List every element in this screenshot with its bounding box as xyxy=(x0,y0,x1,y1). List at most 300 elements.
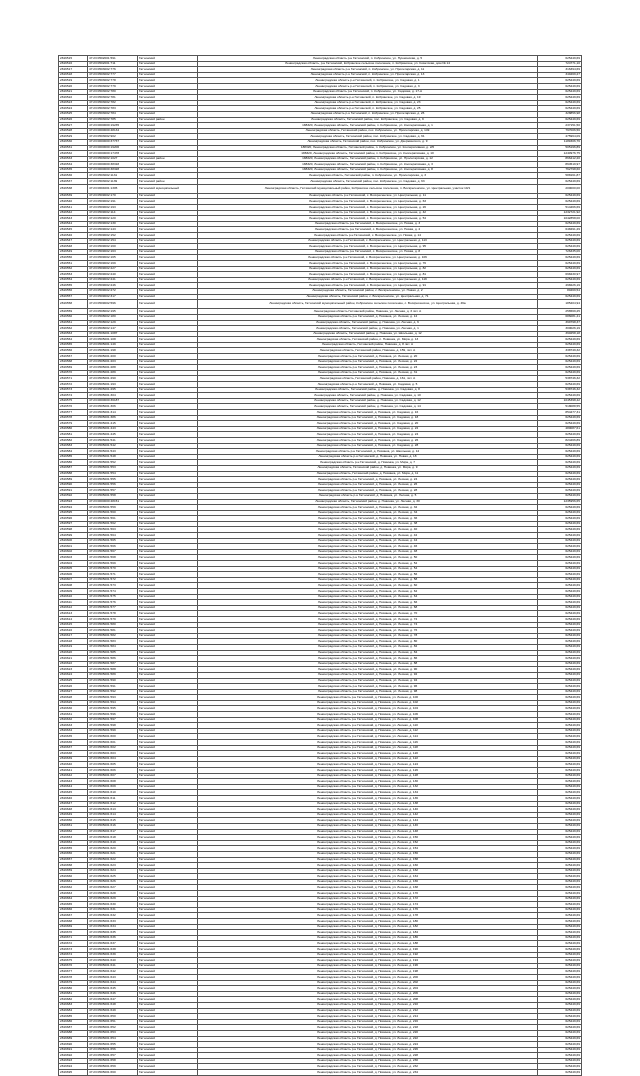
row-number-cell: 2816578 xyxy=(59,415,88,421)
district-cell: Гатчинский xyxy=(138,426,198,432)
address-cell: Ленинградская область р-н Гатчинский, п. Кобринское, ул. Пролетарская, д. 26 xyxy=(198,111,538,117)
cadastral-number-cell: 47:23:0505001:641 xyxy=(88,963,138,969)
row-number-cell: 2816557 xyxy=(59,294,88,300)
address-cell: Ленинградская область р-н Гатчинский, д. Новинка, ул. Лесная, д. 86 xyxy=(198,656,538,662)
row-number-cell: 2816630 xyxy=(59,706,88,712)
cadastral-number-cell: 47:23:0503002:779 xyxy=(88,83,138,89)
cadastral-value-cell: 625449,69 xyxy=(538,572,582,578)
cadastral-value-cell: 625449,69 xyxy=(538,1008,582,1014)
cadastral-number-cell: 47:23:0505001:575 xyxy=(88,594,138,600)
district-cell: Гатчинский xyxy=(138,958,198,964)
address-cell: Ленинградская область р-н Гатчинский, д. Новинка, ул. Лесная, д. 52 xyxy=(198,561,538,567)
row-number-cell: 2816582 xyxy=(59,437,88,443)
row-number-cell: 2816606 xyxy=(59,572,88,578)
district-cell: Гатчинский xyxy=(138,583,198,589)
address-cell: Ленинградская область р-н Гатчинский, д. Новинка, ул. Новая, д. 18 xyxy=(198,454,538,460)
cadastral-number-cell: 47:23:0505001:553 xyxy=(88,465,138,471)
address-cell: Ленинградская область р-н Гатчинский, д. Новинка, ул. Лесная, д. 220 xyxy=(198,1030,538,1036)
cadastral-value-cell: 514466,69 xyxy=(538,205,582,211)
address-cell: Ленинградская область р-н Гатчинский, с. Воскресенское, ул. Новая, д. 3 xyxy=(198,221,538,227)
cadastral-value-cell: 625449,69 xyxy=(538,684,582,690)
cadastral-number-cell: 47:23:0000000:36187 xyxy=(88,398,138,404)
cadastral-value-cell: 625449,69 xyxy=(538,179,582,185)
row-number-cell: 2816648 xyxy=(59,807,88,813)
cadastral-number-cell: 47:23:0509002:193 xyxy=(88,205,138,211)
district-cell: Гатчинский xyxy=(138,723,198,729)
district-cell: Гатчинский xyxy=(138,790,198,796)
cadastral-value-cell: 625449,69 xyxy=(538,594,582,600)
cadastral-value-cell: 625449,69 xyxy=(538,896,582,902)
cadastral-number-cell: 47:23:0509002:241 xyxy=(88,277,138,283)
cadastral-number-cell: 47:23:0509002:272 xyxy=(88,288,138,294)
district-cell: Гатчинский xyxy=(138,294,198,300)
cadastral-number-cell: 47:23:0505001:541 xyxy=(88,437,138,443)
cadastral-value-cell: 625449,69 xyxy=(538,712,582,718)
cadastral-value-cell: 625449,69 xyxy=(538,432,582,438)
address-cell: Ленинградская область р-н Гатчинский, д. Новинка, ул. Лесная, д. 68 xyxy=(198,605,538,611)
cadastral-number-cell: 47:23:0508002:147 xyxy=(88,326,138,332)
cadastral-number-cell: 47:23:0000000:19235 xyxy=(88,123,138,129)
district-cell: Гатчинский xyxy=(138,78,198,84)
cadastral-value-cell: 625449,69 xyxy=(538,628,582,634)
district-cell: Гатчинский xyxy=(138,594,198,600)
cadastral-value-cell: 625449,69 xyxy=(538,913,582,919)
address-cell: Ленинградская область р-н Гатчинский, д. Новинка, ул. Лесная, д. 210 xyxy=(198,1002,538,1008)
district-cell: Гатчинский xyxy=(138,437,198,443)
cadastral-value-cell: 625449,69 xyxy=(538,795,582,801)
cadastral-value-cell: 625449,69 xyxy=(538,969,582,975)
district-cell: Гатчинский xyxy=(138,717,198,723)
address-cell: Ленинградская область р-н Гатчинский, д. Новинка, ул. Лесная, д. 140 xyxy=(198,807,538,813)
cadastral-value-cell: 625449,69 xyxy=(538,745,582,751)
cadastral-value-cell: 625449,69 xyxy=(538,260,582,266)
cadastral-number-cell: 47:23:0505001:561 xyxy=(88,516,138,522)
cadastral-value-cell: 625449,69 xyxy=(538,650,582,656)
cadastral-number-cell: 47:23:0505001:593 xyxy=(88,695,138,701)
cadastral-number-cell: 47:23:0505001:644 xyxy=(88,980,138,986)
row-number-cell: 2816556 xyxy=(59,288,88,294)
cadastral-number-cell: 47:23:0505001:634 xyxy=(88,924,138,930)
cadastral-value-cell: 349469,27 xyxy=(538,72,582,78)
address-cell: Ленинградская область р-н Гатчинский, д. Новинка, ул. Лесная, д. 218 xyxy=(198,1025,538,1031)
cadastral-value-cell: 648491,29 xyxy=(538,227,582,233)
address-cell: Ленинградская область р-н Гатчинский, с. Воскресенское, ул. Центральная, д. 106 xyxy=(198,255,538,261)
row-number-cell: 2816567 xyxy=(59,354,88,360)
address-cell: Ленинградская область р-н Гатчинский, д. Новинка, ул. Лесная, д. 196 xyxy=(198,963,538,969)
row-number-cell: 2816563 xyxy=(59,331,88,337)
district-cell: Гатчинский xyxy=(138,891,198,897)
cadastral-number-cell: 47:23:0505001:635 xyxy=(88,930,138,936)
district-cell: Гатчинский xyxy=(138,167,198,173)
cadastral-value-cell: 625449,69 xyxy=(538,991,582,997)
address-cell: Ленинградская область р-н Гатчинский, д. Новинка, ул. Лесная, д. 186 xyxy=(198,935,538,941)
district-cell: Гатчинский xyxy=(138,376,198,382)
district-cell: Гатчинский xyxy=(138,740,198,746)
row-number-cell: 2816678 xyxy=(59,974,88,980)
cadastral-number-cell: 47:23:0505001:445 xyxy=(88,432,138,438)
row-number-cell: 2816579 xyxy=(59,421,88,427)
cadastral-value-cell: 625449,69 xyxy=(538,238,582,244)
cadastral-value-cell: 625449,69 xyxy=(538,1030,582,1036)
cadastral-value-cell: 625449,69 xyxy=(538,370,582,376)
data-table xyxy=(58,55,582,1076)
cadastral-number-cell: 47:23:0505001:548 xyxy=(88,454,138,460)
row-number-cell: 2816688 xyxy=(59,1030,88,1036)
district-cell: Гатчинский xyxy=(138,616,198,622)
address-cell: Ленинградская область р-н Гатчинский, с. Воскресенское, ул. Центральная, д. 91 xyxy=(198,283,538,289)
cadastral-number-cell: 47:23:0503002:778 xyxy=(88,78,138,84)
address-cell: Ленинградская область р-н Гатчинский, д. Новинка, ул. Лесная, д. 232 xyxy=(198,1064,538,1070)
row-number-cell: 2816586 xyxy=(59,460,88,466)
district-cell: Гатчинский xyxy=(138,320,198,326)
row-number-cell: 2816553 xyxy=(59,272,88,278)
address-cell: Ленинградская область р-н Гатчинский, д. Новинка, ул. Лесная, д. 214 xyxy=(198,1014,538,1020)
cadastral-value-cell: 625449,69 xyxy=(538,600,582,606)
address-cell: Ленинградская область р-н Гатчинский, д. Новинка, ул. Лесная, д. 74 xyxy=(198,622,538,628)
cadastral-value-cell: 625449,69 xyxy=(538,454,582,460)
cadastral-number-cell: 47:23:0505001:314 xyxy=(88,410,138,416)
district-cell: Гатчинский xyxy=(138,300,198,309)
cadastral-number-cell: 47:23:0505001:583 xyxy=(88,639,138,645)
address-cell: Ленинградская область р-н Гатчинский, д. Новинка, ул. Садовая, д. 28 xyxy=(198,443,538,449)
district-cell: Гатчинский xyxy=(138,919,198,925)
address-cell: Ленинградская область р-н Гатчинский, д. Новинка, ул. Лесная, д. 204 xyxy=(198,986,538,992)
district-cell: Гатчинский xyxy=(138,314,198,320)
address-cell: Ленинградская область р-н Гатчинский, д. Новинка, ул. Лесная, д. 48 xyxy=(198,549,538,555)
cadastral-value-cell: 625449,69 xyxy=(538,963,582,969)
district-cell: Гатчинский xyxy=(138,561,198,567)
cadastral-number-cell: 47:23:0505001:616 xyxy=(88,823,138,829)
district-cell: Гатчинский xyxy=(138,56,198,62)
row-number-cell: 2816592 xyxy=(59,493,88,499)
row-number-cell: 2816636 xyxy=(59,740,88,746)
row-number-cell: 2816529 xyxy=(59,134,88,140)
row-number-cell: 2816613 xyxy=(59,611,88,617)
district-cell: Гатчинский xyxy=(138,851,198,857)
address-cell: 188320, Ленинградская область, Гатчинский район, п. Кобринское, ул. Кооперативная, д. 2/6 xyxy=(198,145,538,151)
cadastral-number-cell: 47:23:0000000:37737 xyxy=(88,139,138,145)
cadastral-number-cell: 47:23:0505001:655 xyxy=(88,1042,138,1048)
cadastral-value-cell: 625449,69 xyxy=(538,193,582,199)
cadastral-value-cell: 625449,69 xyxy=(538,678,582,684)
address-cell: Ленинградская область р-н Гатчинский, д. Новинка, ул. Лесная, д. 130 xyxy=(198,779,538,785)
district-cell: Гатчинский xyxy=(138,823,198,829)
row-number-cell: 2816526 xyxy=(59,117,88,123)
address-cell: Ленинградская область р-н Гатчинский, с. Воскресенское, ул. Центральная, д. 113 xyxy=(198,238,538,244)
district-cell: Гатчинский xyxy=(138,255,198,261)
district-cell: Гатчинский xyxy=(138,151,198,157)
cadastral-number-cell: 47:23:0505001:193 xyxy=(88,382,138,388)
cadastral-number-cell: 47:23:0509002:154 xyxy=(88,238,138,244)
district-cell: Гатчинский xyxy=(138,193,198,199)
district-cell: Гатчинский xyxy=(138,812,198,818)
row-number-cell: 2816576 xyxy=(59,404,88,410)
address-cell: Ленинградская область р-н Гатчинский, д. Новинка, ул. Лесная, д. 50 xyxy=(198,555,538,561)
district-cell: Гатчинский район xyxy=(138,156,198,162)
row-number-cell: 2816625 xyxy=(59,678,88,684)
cadastral-value-cell: 625449,69 xyxy=(538,622,582,628)
district-cell: Гатчинский xyxy=(138,672,198,678)
district-cell: Гатчинский xyxy=(138,173,198,179)
address-cell: Ленинградская область р-н Гатчинский, п. Кобринское, ул. Садовая, д. 3 xyxy=(198,83,538,89)
cadastral-value-cell: 686081,41 xyxy=(538,314,582,320)
address-cell: Ленинградская область р-н Гатчинский, д. Новинка, ул. Лесная, д. 162 xyxy=(198,868,538,874)
cadastral-number-cell: 47:23:0505001:657 xyxy=(88,1053,138,1059)
district-cell: Гатчинский xyxy=(138,577,198,583)
district-cell: Гатчинский xyxy=(138,969,198,975)
cadastral-value-cell: 625449,69 xyxy=(538,930,582,936)
row-number-cell: 2816653 xyxy=(59,835,88,841)
cadastral-value-cell: 625449,69 xyxy=(538,997,582,1003)
row-number-cell: 2816612 xyxy=(59,605,88,611)
cadastral-value-cell: 625449,69 xyxy=(538,840,582,846)
district-cell: Гатчинский xyxy=(138,1058,198,1064)
cadastral-number-cell: 47:23:0509002:160 xyxy=(88,244,138,250)
district-cell: Гатчинский xyxy=(138,516,198,522)
district-cell: Гатчинский xyxy=(138,1008,198,1014)
address-cell: Ленинградская область р-н Гатчинский, п. Кобринское, ул. Пролетарская, д. 11 xyxy=(198,67,538,73)
address-cell: Ленинградская область, Гатчинский муниципальный район, Кобринское сельское поселение, п. Воскресенское, ул. Центральная, участок 10/1 xyxy=(198,184,538,193)
cadastral-number-cell: 47:23:0505001:559 xyxy=(88,505,138,511)
row-number-cell: 2816599 xyxy=(59,533,88,539)
cadastral-value-cell: 1189306,76 xyxy=(538,139,582,145)
address-cell: Ленинградская область р-н Гатчинский, д. Новинка, ул. Садовая, д. 24 xyxy=(198,432,538,438)
district-cell: Гатчинский xyxy=(138,1053,198,1059)
cadastral-number-cell: 47:23:0505001:542 xyxy=(88,443,138,449)
cadastral-value-cell: 625449,69 xyxy=(538,527,582,533)
row-number-cell: 2816691 xyxy=(59,1047,88,1053)
address-cell: Ленинградская область р-н Гатчинский, д. Новинка, ул. Лесная, д. 152 xyxy=(198,840,538,846)
address-cell: Ленинградская область р-н Гатчинский, д. Новинка, ул. Лесная, д. 80 xyxy=(198,639,538,645)
address-cell: Ленинградская область р-н Гатчинский, д. Новинка, ул. Лесная, д. 176 xyxy=(198,907,538,913)
address-cell: Ленинградская область, Гатчинский район, д. Новинка, ул. Садовая, д. 8 xyxy=(198,387,538,393)
cadastral-value-cell: 625449,69 xyxy=(538,1036,582,1042)
address-cell: Ленинградская область р-н Гатчинский, д. Новинка, ул. Лесная, д. 100 xyxy=(198,695,538,701)
address-cell: Ленинградская область р-н Гатчинский, д. Новинка, ул. Лесная, д. 20 xyxy=(198,354,538,360)
district-cell: Гатчинский xyxy=(138,1002,198,1008)
district-cell: Гатчинский xyxy=(138,83,198,89)
address-cell: Ленинградская область р-н Гатчинский, д. Новинка, ул. Лесная, д. 138 xyxy=(198,801,538,807)
address-cell: Ленинградская область р-н Гатчинский, д. Новинка, ул. Садовая, д. 5 xyxy=(198,382,538,388)
address-cell: Ленинградская область р-н Гатчинский, д. Новинка, ул. Лесная, д. 98 xyxy=(198,689,538,695)
address-cell: Ленинградская область р-н Гатчинский, д. Новинка, ул. Лесная, д. 158 xyxy=(198,857,538,863)
cadastral-value-cell: 625449,69 xyxy=(538,616,582,622)
cadastral-value-cell: 625449,69 xyxy=(538,700,582,706)
cadastral-number-cell: 47:23:0505001:628 xyxy=(88,891,138,897)
address-cell: Ленинградская область р-н Гатчинский, д. Новинка, ул. Лесная, д. 120 xyxy=(198,751,538,757)
cadastral-value-cell: 625449,69 xyxy=(538,488,582,494)
address-cell: Ленинградская область, Гатчинский район, д. Новинка, ул. Садовая, д. 14 xyxy=(198,404,538,410)
cadastral-value-cell: 625449,69 xyxy=(538,935,582,941)
row-number-cell: 2816682 xyxy=(59,997,88,1003)
address-cell: Ленинградская область р-н Гатчинский, д. Новинка, ул. Лесная, д. 31 xyxy=(198,370,538,376)
cadastral-value-cell: 625449,69 xyxy=(538,1058,582,1064)
address-cell: Ленинградская область р-н Гатчинский, д. Новинка, ул. Лесная, д. 234 xyxy=(198,1070,538,1076)
address-cell: Ленинградская область, р-н Гатчинский, Кобринское сельское поселение, п. Кобринское, ул. Советская, дом № 14 xyxy=(198,61,538,67)
cadastral-number-cell: 47:23:0502001:711 xyxy=(88,61,138,67)
address-cell: Ленинградская область р-н Гатчинский, д. Новинка, ул. Лесная, д. 102 xyxy=(198,700,538,706)
district-cell: Гатчинский xyxy=(138,896,198,902)
cadastral-value-cell: 625449,69 xyxy=(538,449,582,455)
district-cell: Гатчинский xyxy=(138,549,198,555)
cadastral-number-cell: 47:23:0509002:165 xyxy=(88,255,138,261)
row-number-cell: 2816544 xyxy=(59,221,88,227)
cadastral-number-cell: 47:23:0505001:656 xyxy=(88,1047,138,1053)
district-cell: Гатчинский xyxy=(138,393,198,399)
row-number-cell: 2816541 xyxy=(59,205,88,211)
cadastral-value-cell: 625449,69 xyxy=(538,233,582,239)
row-number-cell: 2816664 xyxy=(59,896,88,902)
cadastral-number-cell: 47:23:0505001:576 xyxy=(88,600,138,606)
district-cell: Гатчинский xyxy=(138,684,198,690)
row-number-cell: 2816632 xyxy=(59,717,88,723)
row-number-cell: 2816566 xyxy=(59,348,88,354)
row-number-cell: 2816594 xyxy=(59,505,88,511)
district-cell: Гатчинский xyxy=(138,449,198,455)
address-cell: Ленинградская область р-н Гатчинский, д. Новинка, ул. Лесная, д. 190 xyxy=(198,947,538,953)
address-cell: 188320, Ленинградская область, Гатчинский район, п. Кобринское, ул. Кооперативная, д. 8 xyxy=(198,167,538,173)
cadastral-value-cell: 588161,87 xyxy=(538,173,582,179)
row-number-cell: 2816609 xyxy=(59,589,88,595)
address-cell: Ленинградская область р-н Гатчинский, с. Воскресенское, ул. Центральная, д. 11 xyxy=(198,193,538,199)
district-cell: Гатчинский xyxy=(138,924,198,930)
row-number-cell: 2816516 xyxy=(59,61,88,67)
cadastral-value-cell: 625449,69 xyxy=(538,879,582,885)
cadastral-number-cell: 47:23:0505001:584 xyxy=(88,644,138,650)
cadastral-number-cell: 47:23:0505001:654 xyxy=(88,1036,138,1042)
row-number-cell: 2816673 xyxy=(59,947,88,953)
row-number-cell: 2816604 xyxy=(59,561,88,567)
cadastral-value-cell: 185404,94 xyxy=(538,300,582,309)
row-number-cell: 2816603 xyxy=(59,555,88,561)
address-cell: Ленинградская область р-н Гатчинский, д. Новинка, ул. Лесная, д. 128 xyxy=(198,773,538,779)
address-cell: Ленинградская область р-н Гатчинский, д. Новинка, ул. Лесная, д. 212 xyxy=(198,1008,538,1014)
row-number-cell: 2816675 xyxy=(59,958,88,964)
address-cell: Ленинградская область р-н Гатчинский, д. Новинка, ул. Лесная, д. 104 xyxy=(198,706,538,712)
cadastral-number-cell: 47:23:0508002:180 xyxy=(88,314,138,320)
cadastral-number-cell: 47:23:0000000:48134 xyxy=(88,128,138,134)
district-cell: Гатчинский xyxy=(138,712,198,718)
district-cell: Гатчинский xyxy=(138,477,198,483)
cadastral-value-cell: 316394,69 xyxy=(538,67,582,73)
cadastral-number-cell: 47:23:0505001:599 xyxy=(88,728,138,734)
address-cell: Ленинградская область р-н Гатчинский, д. Новинка, ул. Лесная, д. 224 xyxy=(198,1042,538,1048)
row-number-cell: 2816622 xyxy=(59,661,88,667)
address-cell: Ленинградская область р-н Гатчинский, д. Новинка, ул. Лесная, д. 46 xyxy=(198,544,538,550)
district-cell: Гатчинский xyxy=(138,309,198,315)
cadastral-number-cell: 47:23:0505001:606 xyxy=(88,768,138,774)
cadastral-number-cell: 47:23:0505001:638 xyxy=(88,947,138,953)
cadastral-number-cell: 47:23:0505001:658 xyxy=(88,1058,138,1064)
row-number-cell: 2816684 xyxy=(59,1008,88,1014)
cadastral-number-cell: 47:23:0505001:645 xyxy=(88,986,138,992)
cadastral-value-cell: 625449,69 xyxy=(538,1002,582,1008)
address-cell: Ленинградская область р-н Гатчинский, д. Новинка, ул. Лесная, д. 132 xyxy=(198,784,538,790)
row-number-cell: 2816647 xyxy=(59,801,88,807)
cadastral-number-cell: 47:23:0509002:130 xyxy=(88,221,138,227)
row-number-cell: 2816635 xyxy=(59,734,88,740)
row-number-cell: 2816520 xyxy=(59,83,88,89)
cadastral-value-cell: 538746,32 xyxy=(538,376,582,382)
cadastral-value-cell: 625449,69 xyxy=(538,255,582,261)
cadastral-value-cell: 625449,69 xyxy=(538,359,582,365)
cadastral-value-cell: 625449,69 xyxy=(538,672,582,678)
district-cell: Гатчинский xyxy=(138,337,198,343)
row-number-cell: 2816627 xyxy=(59,689,88,695)
cadastral-number-cell: 47:23:0509002:227 xyxy=(88,266,138,272)
address-cell: Ленинградская область, Гатчинский район, д. Новинка, ул. Мира, д. 11 xyxy=(198,471,538,477)
address-cell: Ленинградская область р-н Гатчинский, д. Новинка, ул. Лесная, д. 230 xyxy=(198,1058,538,1064)
district-cell: Гатчинский xyxy=(138,538,198,544)
row-number-cell: 2816680 xyxy=(59,986,88,992)
cadastral-number-cell: 47:23:0505001:598 xyxy=(88,723,138,729)
row-number-cell: 2816534 xyxy=(59,162,88,168)
row-number-cell: 2816631 xyxy=(59,712,88,718)
district-cell: Гатчинский xyxy=(138,221,198,227)
cadastral-value-cell: 625449,69 xyxy=(538,661,582,667)
district-cell: Гатчинский xyxy=(138,974,198,980)
district-cell: Гатчинский xyxy=(138,499,198,505)
address-cell: Ленинградская область р-н Гатчинский, д. Новинка, ул. Лесная, д. 124 xyxy=(198,762,538,768)
cadastral-value-cell: 390258,18 xyxy=(538,331,582,337)
cadastral-value-cell: 625449,69 xyxy=(538,829,582,835)
row-number-cell: 2816574 xyxy=(59,393,88,399)
address-cell: Ленинградская область р-н Гатчинский, д. Новинка, ул. Лесная, д. 64 xyxy=(198,594,538,600)
cadastral-value-cell: 1042858,00 xyxy=(538,216,582,222)
cadastral-value-cell: 762798,60 xyxy=(538,167,582,173)
cadastral-value-cell: 625449,69 xyxy=(538,577,582,583)
address-cell: Ленинградская область р-н Гатчинский, д. Новинка, ул. Лесная, д. 88 xyxy=(198,661,538,667)
row-number-cell: 2816591 xyxy=(59,488,88,494)
cadastral-value-cell: 625449,69 xyxy=(538,56,582,62)
cadastral-number-cell: 47:23:0505001:566 xyxy=(88,544,138,550)
cadastral-number-cell: 47:23:0000000:48151 xyxy=(88,499,138,505)
cadastral-value-cell: 625449,69 xyxy=(538,818,582,824)
cadastral-number-cell: 47:23:0503002:1027 xyxy=(88,156,138,162)
cadastral-value-cell: 80469,54 xyxy=(538,288,582,294)
cadastral-value-cell: 625449,69 xyxy=(538,583,582,589)
district-cell: Гатчинский xyxy=(138,656,198,662)
row-number-cell: 2816641 xyxy=(59,768,88,774)
district-cell: Гатчинский xyxy=(138,773,198,779)
district-cell: Гатчинский xyxy=(138,952,198,958)
address-cell: Ленинградская область, Гатчинский район, пос. Кобринское, ул. Дзержинского, д. 9 xyxy=(198,139,538,145)
district-cell: Гатчинский xyxy=(138,398,198,404)
district-cell: Гатчинский xyxy=(138,95,198,101)
cadastral-value-cell: 625449,69 xyxy=(538,521,582,527)
address-cell: Ленинградская область р-н Гатчинский, д. Новинка, ул. Лесная, д. 96 xyxy=(198,684,538,690)
cadastral-number-cell: 47:23:0505001:567 xyxy=(88,549,138,555)
address-cell: Ленинградская область р-н Гатчинский, д. Новинка, ул. Лесная, д. 60 xyxy=(198,583,538,589)
cadastral-number-cell: 47:23:0505001:643 xyxy=(88,974,138,980)
cadastral-number-cell: 47:23:0506001:1087 xyxy=(88,331,138,337)
row-number-cell: 2816558 xyxy=(59,300,88,309)
district-cell: Гатчинский xyxy=(138,249,198,255)
cadastral-number-cell: 47:23:0505001:650 xyxy=(88,1014,138,1020)
district-cell: Гатчинский xyxy=(138,205,198,211)
district-cell: Гатчинский xyxy=(138,695,198,701)
district-cell: Гатчинский xyxy=(138,331,198,337)
district-cell: Гатчинский xyxy=(138,868,198,874)
district-cell: Гатчинский xyxy=(138,997,198,1003)
row-number-cell: 2816646 xyxy=(59,795,88,801)
district-cell: Гатчинский xyxy=(138,734,198,740)
cadastral-number-cell: 47:23:0505001:587 xyxy=(88,661,138,667)
cadastral-number-cell: 47:23:0505001:619 xyxy=(88,840,138,846)
district-cell: Гатчинский xyxy=(138,555,198,561)
row-number-cell: 2816681 xyxy=(59,991,88,997)
cadastral-value-cell: 625449,69 xyxy=(538,891,582,897)
